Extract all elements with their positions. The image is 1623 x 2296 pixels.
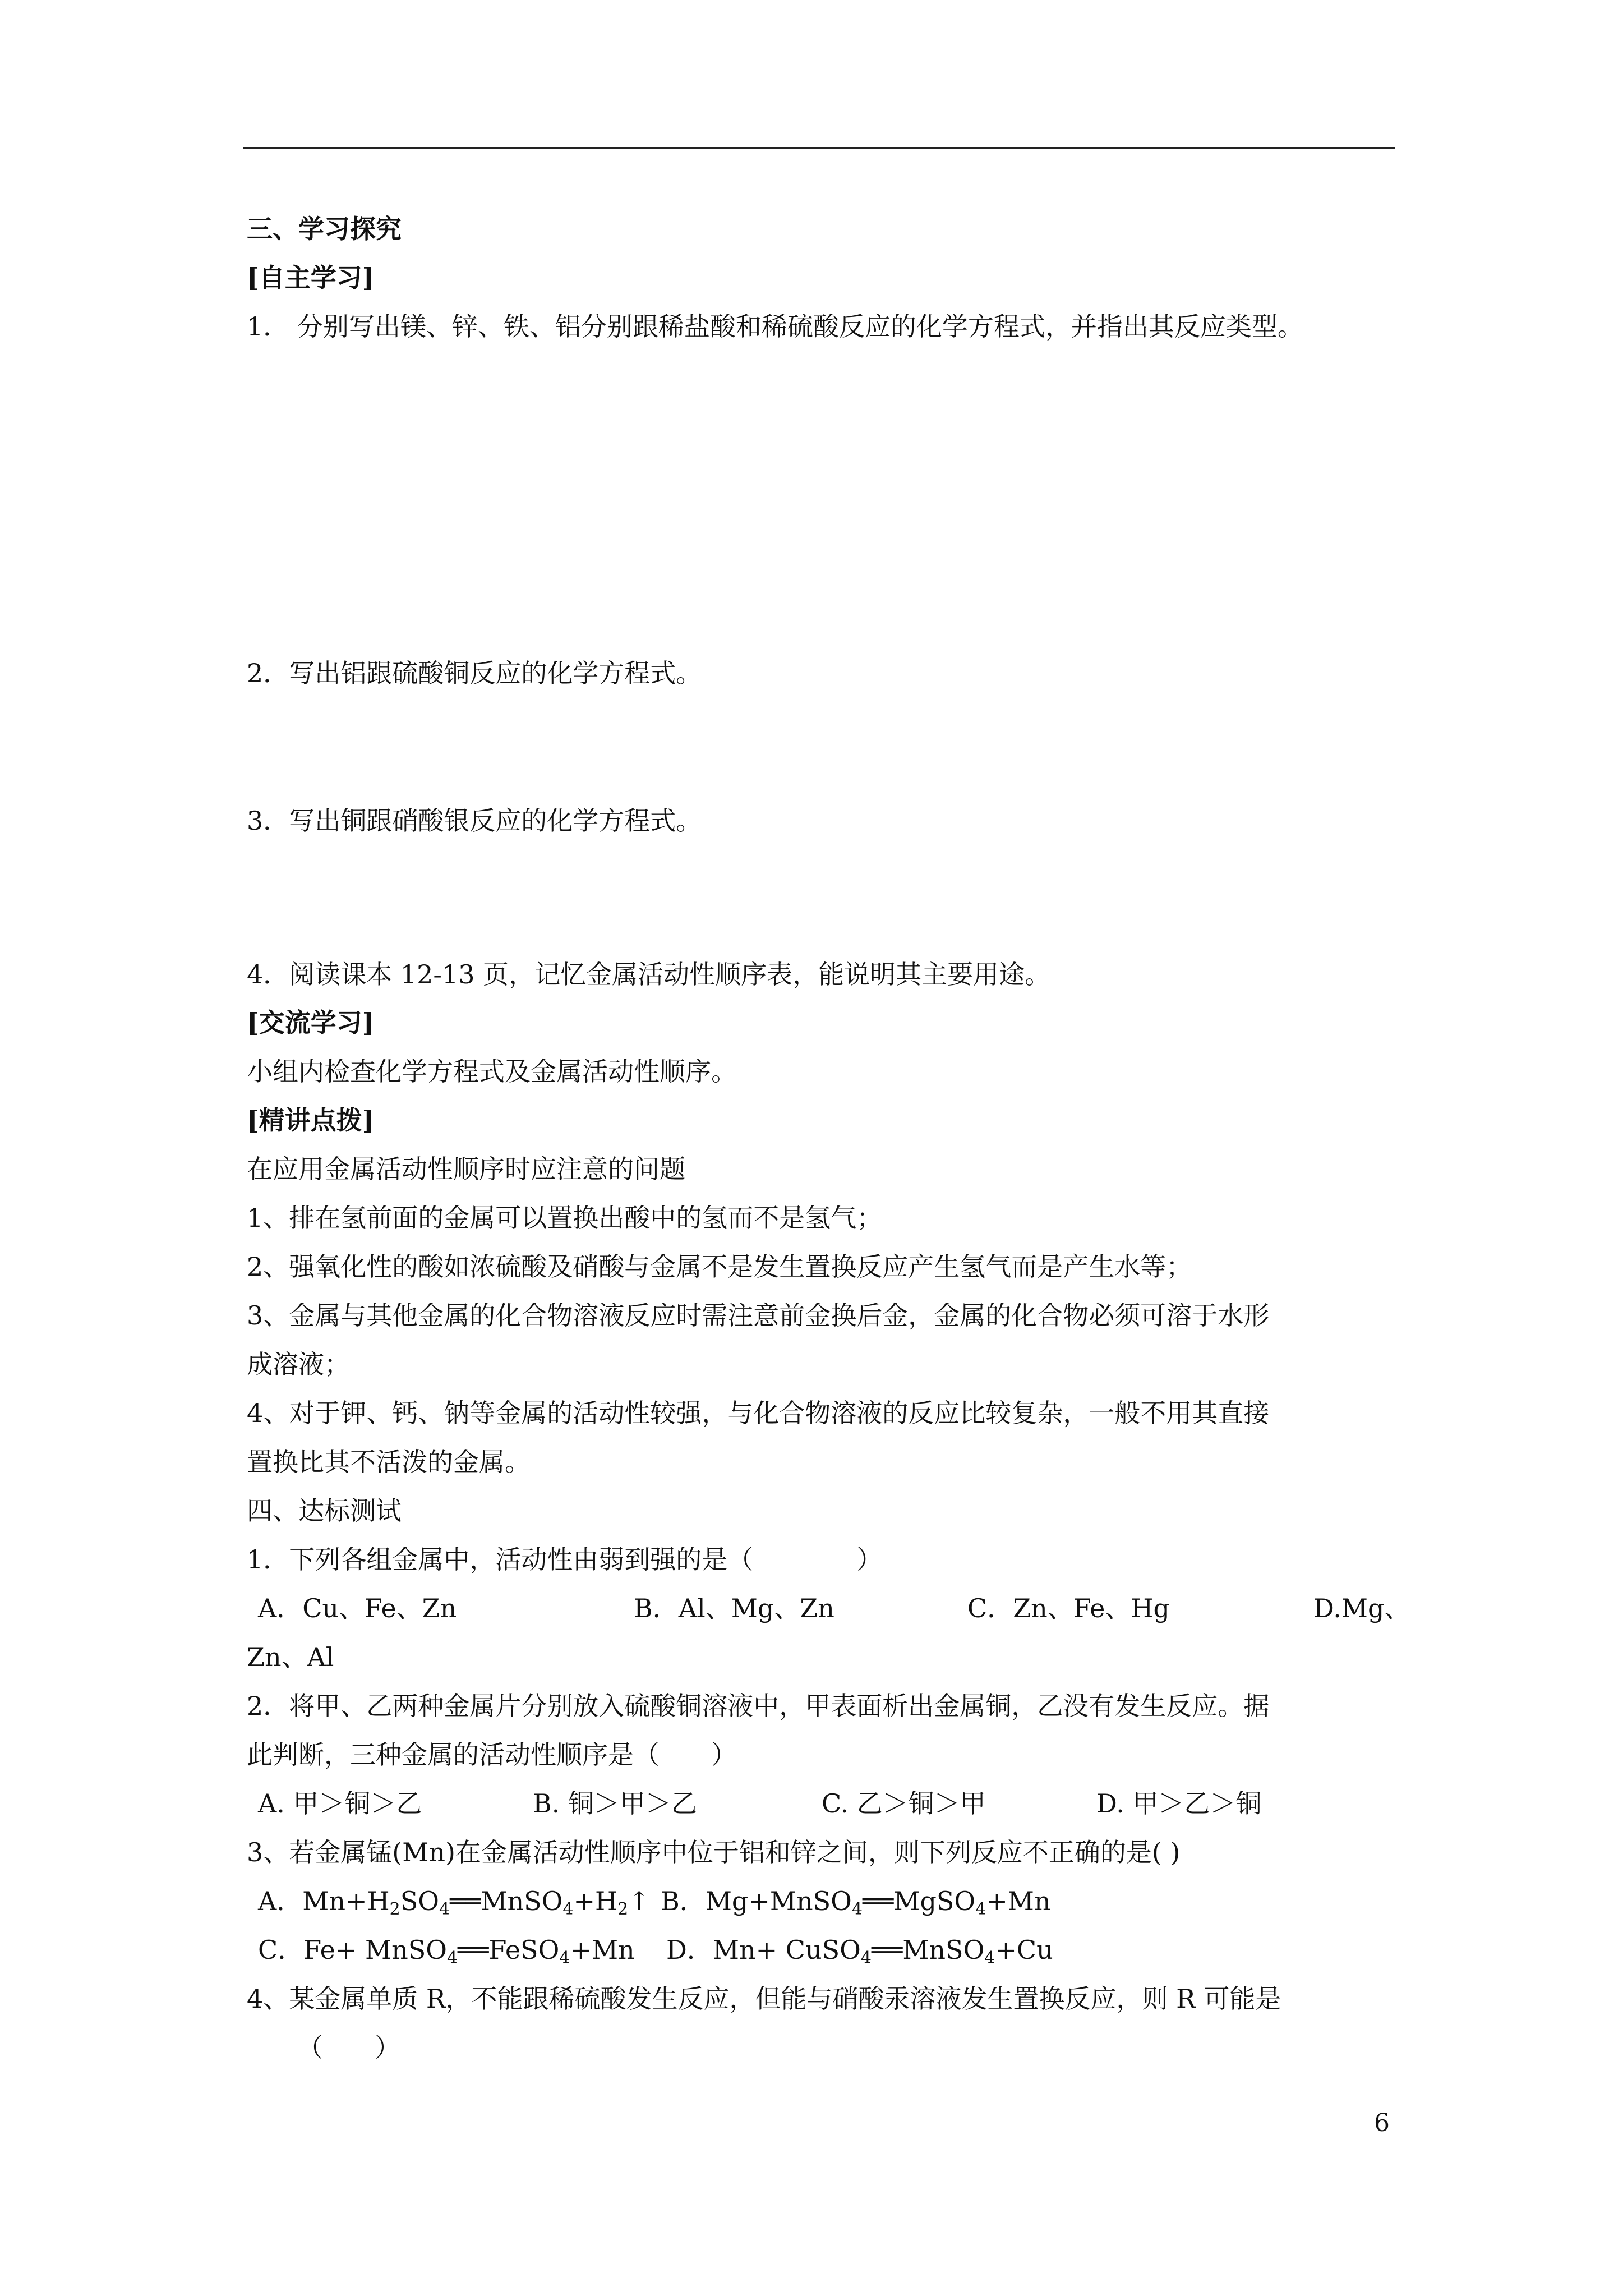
test-q4-stem-line2: （ ）	[297, 2032, 400, 2063]
test-q1-option-d-cont: Zn、Al	[247, 1642, 334, 1672]
lecture-intro: 在应用金属活动性顺序时应注意的问题	[247, 1154, 685, 1184]
lecture-point-4-line2: 置换比其不活泼的金属。	[247, 1447, 531, 1477]
test-q3-option-d: D．Mn+ CuSO$_4$══MnSO$_4$+Cu	[666, 1935, 1053, 1968]
test-q1-option-d: D.Mg、	[1313, 1593, 1410, 1623]
self-study-q2: 2．写出铝跟硫酸铜反应的化学方程式。	[247, 658, 702, 688]
test-q1-option-b: B．Al、Mg、Zn	[634, 1593, 834, 1623]
lecture-point-1: 1、排在氢前面的金属可以置换出酸中的氢而不是氢气；	[247, 1203, 883, 1233]
test-q2-option-d: D. 甲＞乙＞铜	[1096, 1788, 1262, 1819]
self-study-q3: 3．写出铜跟硝酸银反应的化学方程式。	[247, 806, 702, 836]
test-q4-stem-line1: 4、某金属单质 R，不能跟稀硫酸发生反应，但能与硝酸汞溶液发生置换反应，则 R 可能是	[247, 1984, 1281, 2014]
test-q1-option-c: C．Zn、Fe、Hg	[967, 1593, 1170, 1623]
test-title: 四、达标测试	[247, 1496, 402, 1526]
test-q3-option-a: A．$Mn+H_2SO_4══MnSO_4+H_2↑$	[258, 1886, 650, 1919]
test-q2-stem-line1: 2．将甲、乙两种金属片分别放入硫酸铜溶液中，甲表面析出金属铜，乙没有发生反应。据	[247, 1691, 1270, 1721]
header-rule	[243, 147, 1395, 149]
test-q3-stem: 3、若金属锰(Mn)在金属活动性顺序中位于铝和锌之间，则下列反应不正确的是( )	[247, 1837, 1181, 1867]
self-study-q4: 4．阅读课本 12-13 页，记忆金属活动性顺序表，能说明其主要用途。	[247, 959, 1051, 990]
gas-arrow-icon: ↑	[628, 1886, 650, 1916]
self-study-q1: 1． 分别写出镁、锌、铁、铝分别跟稀盐酸和稀硫酸反应的化学方程式，并指出其反应类型。	[247, 311, 1303, 342]
section-heading: 三、学习探究	[247, 214, 402, 244]
lecture-point-3-line1: 3、金属与其他金属的化合物溶液反应时需注意前金换后金，金属的化合物必须可溶于水形	[247, 1300, 1270, 1331]
lecture-title: [精讲点拨]	[247, 1105, 375, 1135]
self-study-title: [自主学习]	[247, 263, 375, 293]
test-q2-option-c: C. 乙＞铜＞甲	[822, 1788, 986, 1819]
lecture-point-2: 2、强氧化性的酸如浓硫酸及硝酸与金属不是发生置换反应产生氢气而是产生水等；	[247, 1251, 1192, 1282]
test-q2-option-b: B. 铜＞甲＞乙	[533, 1788, 698, 1819]
test-q2-option-a: A. 甲＞铜＞乙	[258, 1788, 422, 1819]
exchange-text: 小组内检查化学方程式及金属活动性顺序。	[247, 1056, 737, 1087]
test-q3-option-c: C．Fe+ MnSO$_4$══FeSO$_4$+Mn	[258, 1935, 635, 1968]
test-q3-option-b: B．Mg+MnSO$_4$══MgSO$_4$+Mn	[661, 1886, 1051, 1919]
test-q1-stem: 1．下列各组金属中，活动性由弱到强的是（ ）	[247, 1544, 883, 1575]
lecture-point-3-line2: 成溶液；	[247, 1349, 350, 1379]
test-q2-stem-line2: 此判断，三种金属的活动性顺序是（ ）	[247, 1740, 737, 1770]
test-q1-option-a: A．Cu、Fe、Zn	[258, 1593, 457, 1623]
exchange-title: [交流学习]	[247, 1007, 375, 1038]
lecture-point-4-line1: 4、对于钾、钙、钠等金属的活动性较强，与化合物溶液的反应比较复杂，一般不用其直接	[247, 1398, 1270, 1428]
page-number: 6	[1374, 2109, 1390, 2137]
